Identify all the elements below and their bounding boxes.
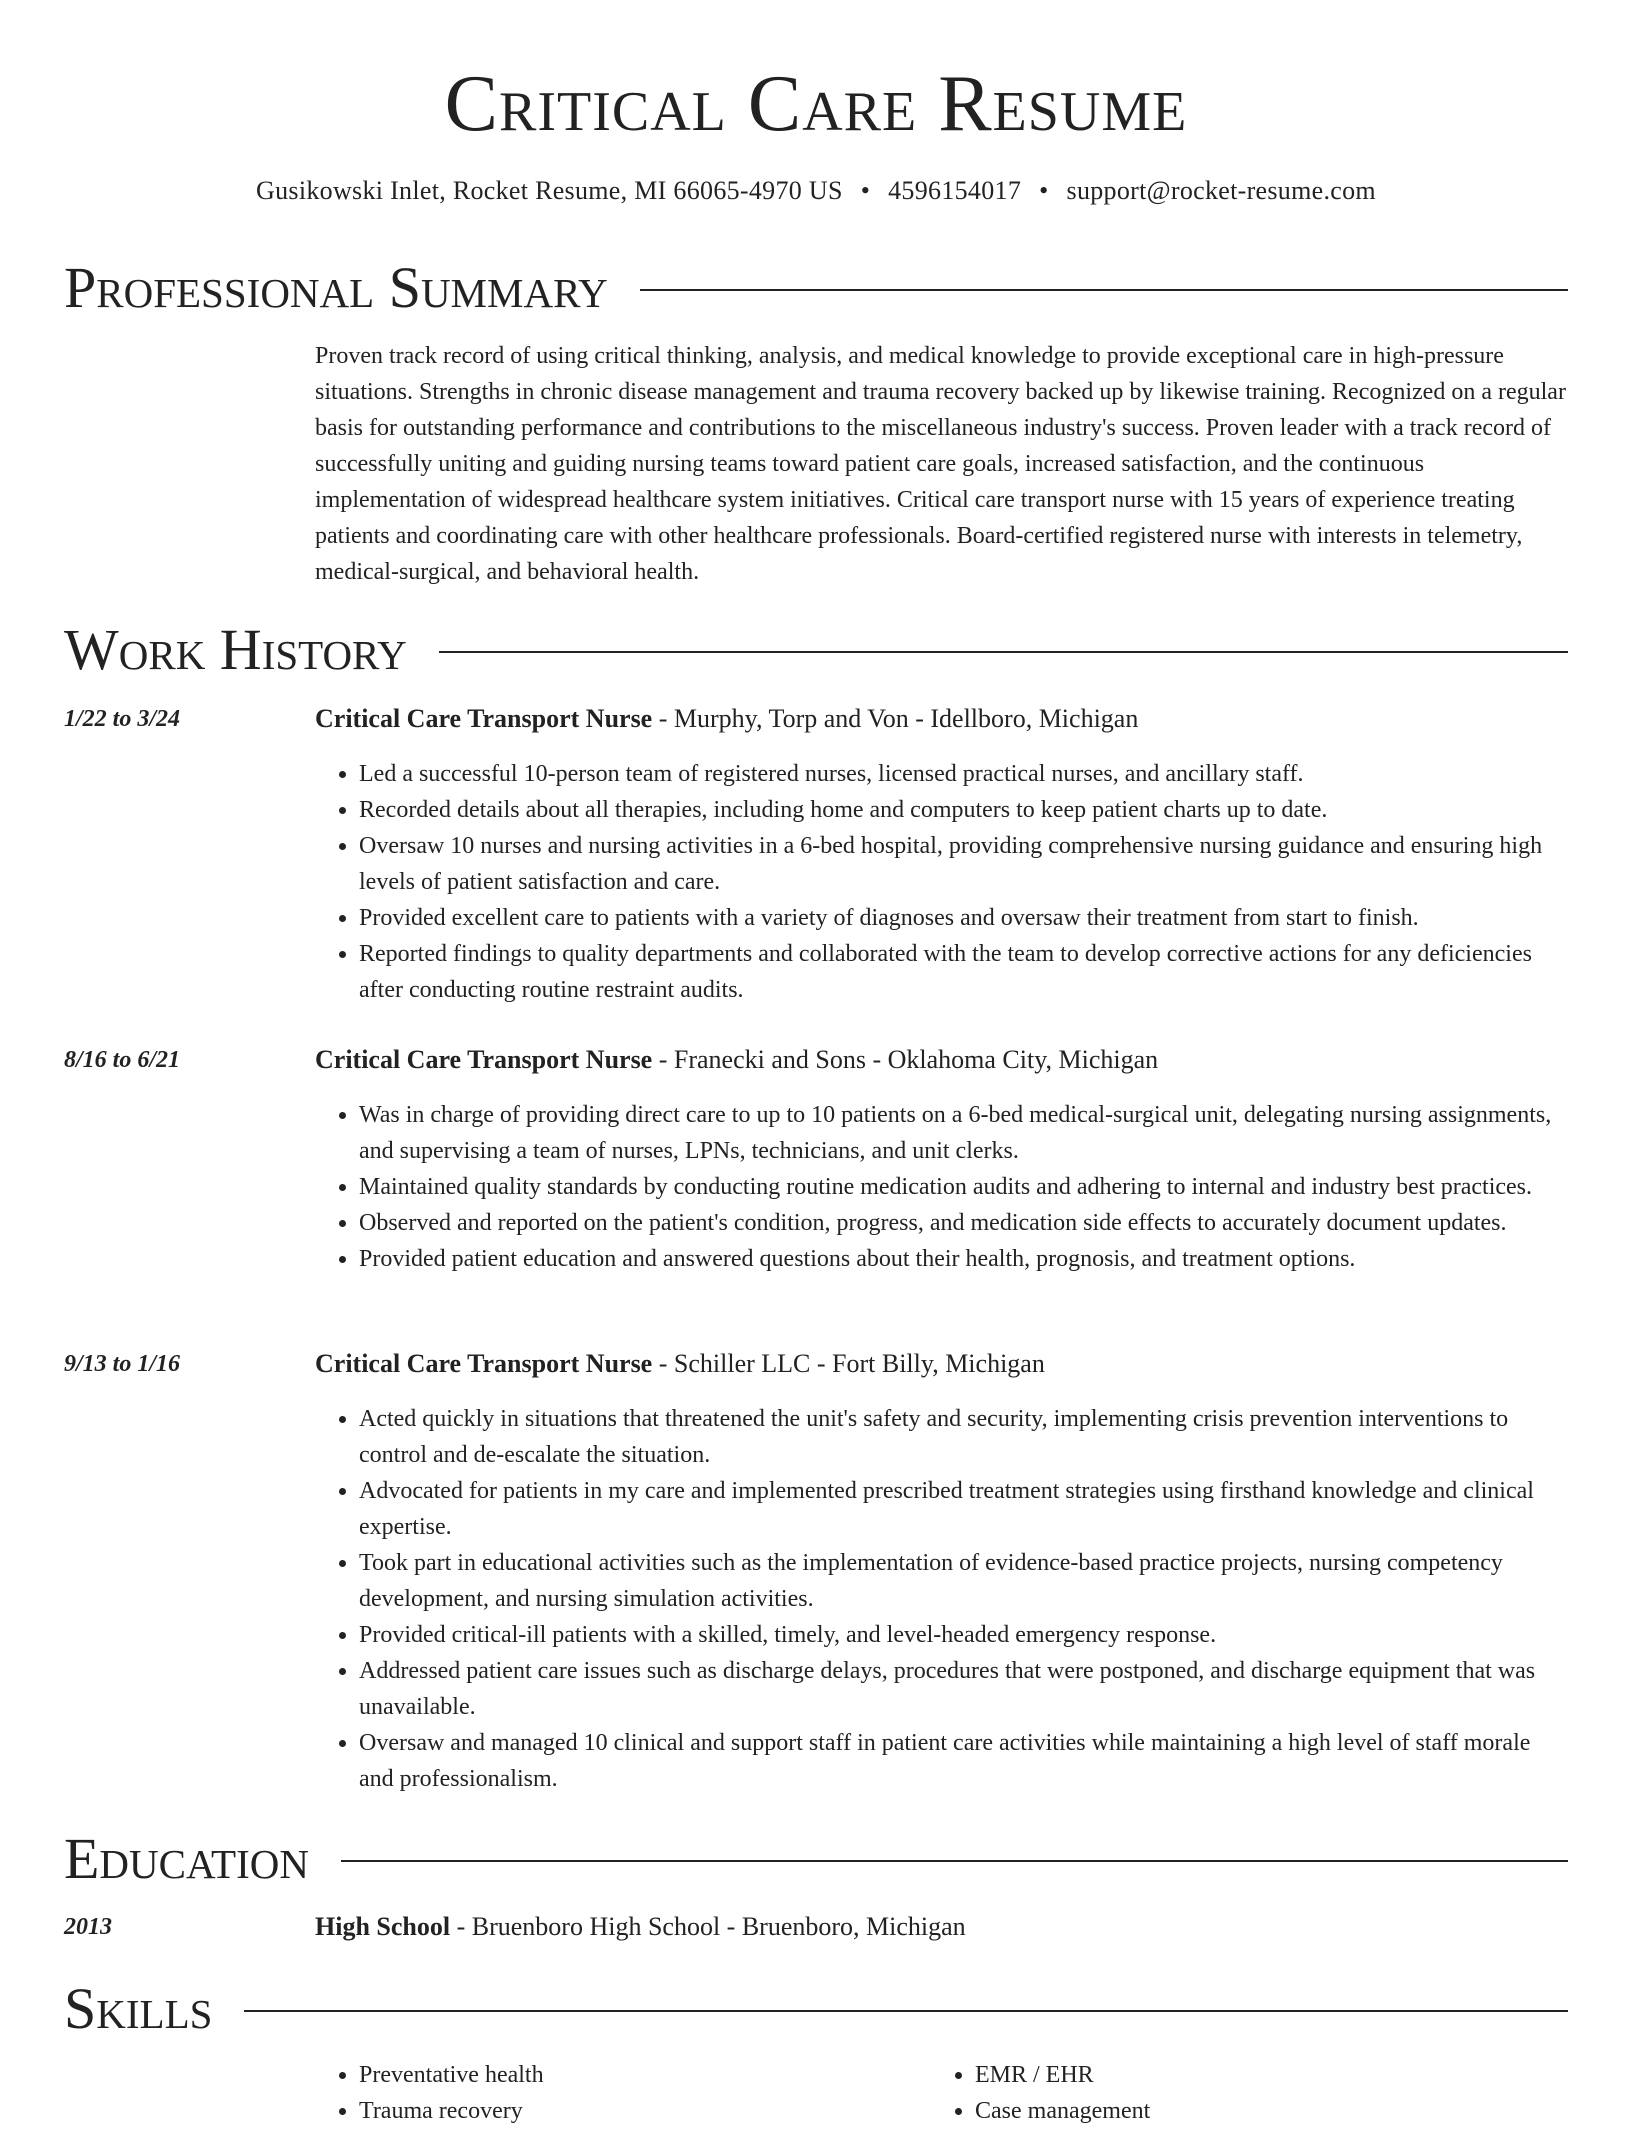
job-employer: - Schiller LLC - Fort Billy, Michigan bbox=[652, 1349, 1045, 1378]
job-heading bbox=[315, 702, 1568, 736]
skill-item: • Case management bbox=[975, 2093, 1491, 2129]
skill-item: • Preventative health bbox=[359, 2057, 875, 2093]
job-bullet: • Provided patient education and answered questions about their health, prognosis, and treatment options. bbox=[359, 1241, 1568, 1277]
section-divider bbox=[439, 651, 1568, 653]
summary-section-header bbox=[64, 256, 1568, 320]
job-bullet: • Led a successful 10-person team of registered nurses, licensed practical nurses, and ancillary staff. bbox=[359, 756, 1568, 792]
summary-text: Proven track record of using critical thinking, analysis, and medical knowledge to provide exceptional care in high-pressure situations. Strengths in chronic disease management and trauma recovery backed up by likewise training. Recognized on a regular basis for outstanding performance and contributions to the miscellaneous industry's success. Proven leader with a track record of successfully uniting and guiding nursing teams toward patient care goals, increased satisfaction, and the continuous implementation of widespread healthcare system initiatives. Critical care transport nurse with 15 years of experience treating patients and coordinating care with other healthcare professionals. Board-certified registered nurse with interests in telemetry, medical-surgical, and behavioral health. bbox=[315, 343, 1566, 585]
job-dates: 1/22 to 3/24 bbox=[64, 706, 181, 732]
job-dates: 8/16 to 6/21 bbox=[64, 1047, 181, 1073]
work-section-header bbox=[64, 618, 1568, 682]
skills-list-right bbox=[931, 2057, 1491, 2129]
job-bullet: • Was in charge of providing direct care to up to 10 patients on a 6-bed medical-surgical unit, delegating nursing assignments, and supervising a team of nurses, LPNs, technicians, and unit clerks. bbox=[359, 1097, 1568, 1169]
summary-heading: Professional Summary bbox=[64, 255, 608, 320]
work-heading: Work History bbox=[64, 617, 407, 682]
contact-address: Gusikowski Inlet, Rocket Resume, MI 66065-4970 US bbox=[256, 176, 843, 205]
job-bullet: • Advocated for patients in my care and implemented prescribed treatment strategies using firsthand knowledge and clinical expertise. bbox=[359, 1473, 1568, 1545]
skills-heading: Skills bbox=[64, 1976, 213, 2041]
job-role: Critical Care Transport Nurse bbox=[315, 704, 653, 733]
contact-line bbox=[0, 174, 1632, 208]
job-bullet: • Addressed patient care issues such as discharge delays, procedures that were postponed, and discharge equipment that was unavailable. bbox=[359, 1653, 1568, 1725]
education-degree: High School bbox=[315, 1912, 451, 1941]
skills-list-left bbox=[315, 2057, 875, 2129]
contact-separator: • bbox=[860, 176, 871, 205]
job-bullet: • Oversaw and managed 10 clinical and support staff in patient care activities while maintaining a high level of staff morale and professionalism. bbox=[359, 1725, 1568, 1797]
job-bullets bbox=[315, 1401, 1568, 1797]
job-heading bbox=[315, 1347, 1568, 1381]
section-divider bbox=[341, 1860, 1568, 1862]
section-divider bbox=[244, 2010, 1568, 2012]
skills-section-header bbox=[64, 1977, 1568, 2041]
job-dates: 9/13 to 1/16 bbox=[64, 1351, 181, 1377]
job-bullet: • Oversaw 10 nurses and nursing activities in a 6-bed hospital, providing comprehensive nursing guidance and ensuring high levels of patient satisfaction and care. bbox=[359, 828, 1568, 900]
job-bullet: • Took part in educational activities such as the implementation of evidence-based practice projects, nursing competency development, and nursing simulation activities. bbox=[359, 1545, 1568, 1617]
education-section-header bbox=[64, 1827, 1568, 1891]
contact-phone: 4596154017 bbox=[888, 176, 1022, 205]
skill-item: • EMR / EHR bbox=[975, 2057, 1491, 2093]
job-bullet: • Maintained quality standards by conducting routine medication audits and adhering to internal and industry best practices. bbox=[359, 1169, 1568, 1205]
education-school: - Bruenboro High School - Bruenboro, Michigan bbox=[450, 1912, 966, 1941]
job-bullet: • Observed and reported on the patient's condition, progress, and medication side effects to accurately document updates. bbox=[359, 1205, 1568, 1241]
job-bullet: • Recorded details about all therapies, including home and computers to keep patient charts up to date. bbox=[359, 792, 1568, 828]
education-year: 2013 bbox=[64, 1914, 112, 1940]
contact-email: support@rocket-resume.com bbox=[1066, 176, 1376, 205]
skill-item: • Trauma recovery bbox=[359, 2093, 875, 2129]
job-employer: - Franecki and Sons - Oklahoma City, Michigan bbox=[652, 1045, 1159, 1074]
education-entry bbox=[315, 1910, 1568, 1944]
job-heading bbox=[315, 1043, 1568, 1077]
job-bullets bbox=[315, 756, 1568, 1008]
job-bullet: • Provided excellent care to patients with a variety of diagnoses and oversaw their treatment from start to finish. bbox=[359, 900, 1568, 936]
job-employer: - Murphy, Torp and Von - Idellboro, Michigan bbox=[652, 704, 1139, 733]
education-heading: Education bbox=[64, 1826, 309, 1891]
job-role: Critical Care Transport Nurse bbox=[315, 1045, 653, 1074]
job-bullet: • Provided critical-ill patients with a skilled, timely, and level-headed emergency response. bbox=[359, 1617, 1568, 1653]
section-divider bbox=[640, 289, 1568, 291]
job-bullet: • Acted quickly in situations that threatened the unit's safety and security, implementing crisis prevention interventions to control and de-escalate the situation. bbox=[359, 1401, 1568, 1473]
job-bullet: • Reported findings to quality departments and collaborated with the team to develop corrective actions for any deficiencies after conducting routine restraint audits. bbox=[359, 936, 1568, 1008]
resume-title: Critical Care Resume bbox=[444, 60, 1188, 148]
job-bullets bbox=[315, 1097, 1568, 1277]
job-role: Critical Care Transport Nurse bbox=[315, 1349, 653, 1378]
contact-separator: • bbox=[1039, 176, 1049, 205]
